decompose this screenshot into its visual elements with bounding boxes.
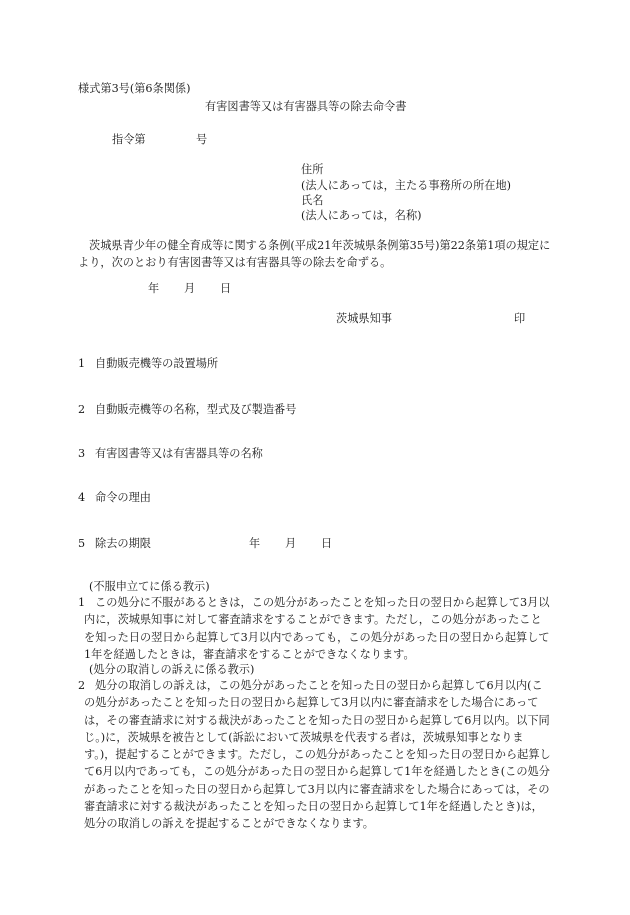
document-title: 有害図書等又は有害器具等の除去命令書 [205,100,407,113]
item-number: 3 [78,447,86,460]
notice-heading: (処分の取消しの訴えに係る教示) [89,663,255,676]
intro-paragraph: 茨城県青少年の健全育成等に関する条例(平成21年茨城県条例第35号)第22条第1項の規定により，次のとおり有害図書等又は有害器具等の除去を命ずる。 [78,239,551,270]
notice-number: 1 [78,596,86,609]
notice-text: 処分の取消しの訴えは，この処分があったことを知った日の翌日から起算して6月以内(この処分があったことを知った日の翌日から起算して3月以内に審査請求をした場合にあっては，その審査請求に対する裁決があったことを知った日の翌日から起算して6月以内。以下同じ。)に，茨城県を被告として(訴訟において茨城県を代表する者は，茨城県知事となります。)，提起することができます。ただし，この処分があったことを知った日の翌日から起算して6月以内であっても，この処分があった日の翌日から起算して1年を経過したとき(この処分があったことを知った日の翌日から起算して3月以内に審査請求をした場合にあっては，その審査請求に対する裁決があったことを知った日の翌日から起算して1年を経過したとき)は，処分の取消しの訴えを提起することができなくなります。 [84,679,551,831]
date-day: 日 [220,282,232,295]
name-label: 氏名 [301,194,324,207]
deadline-month: 月 [285,537,297,550]
notice-number: 2 [78,679,86,692]
item-label: 自動販売機等の名称，型式及び製造番号 [95,403,297,416]
item-number: 4 [78,491,86,504]
issuer-name: 茨城県知事 [336,312,392,325]
address-label: 住所 [301,163,324,176]
order-number-prefix: 指令第 [112,133,146,146]
item-number: 1 [78,357,86,370]
date-month: 月 [184,282,196,295]
item-label: 命令の理由 [95,491,151,504]
item-label: 有害図書等又は有害器具等の名称 [95,447,263,460]
address-note: (法人にあっては，主たる事務所の所在地) [301,179,511,192]
name-note: (法人にあっては，名称) [301,209,422,222]
date-year: 年 [148,282,160,295]
deadline-day: 日 [321,537,333,550]
seal-mark: 印 [514,312,526,325]
item-label: 自動販売機等の設置場所 [95,357,219,370]
deadline-year: 年 [249,537,261,550]
order-number-suffix: 号 [196,133,208,146]
item-number: 2 [78,403,86,416]
item-label: 除去の期限 [95,537,151,550]
notice-text: この処分に不服があるときは，この処分があったことを知った日の翌日から起算して3月以内に，茨城県知事に対して審査請求をすることができます。ただし，この処分があったことを知った日の翌日から起算して3月以内であっても，この処分があった日の翌日から起算して1年を経過したときは，審査請求をすることができなくなります。 [84,596,550,661]
item-number: 5 [78,537,86,550]
form-label: 様式第3号(第6条関係) [78,82,191,95]
notice-heading: (不服申立てに係る教示) [89,580,210,593]
